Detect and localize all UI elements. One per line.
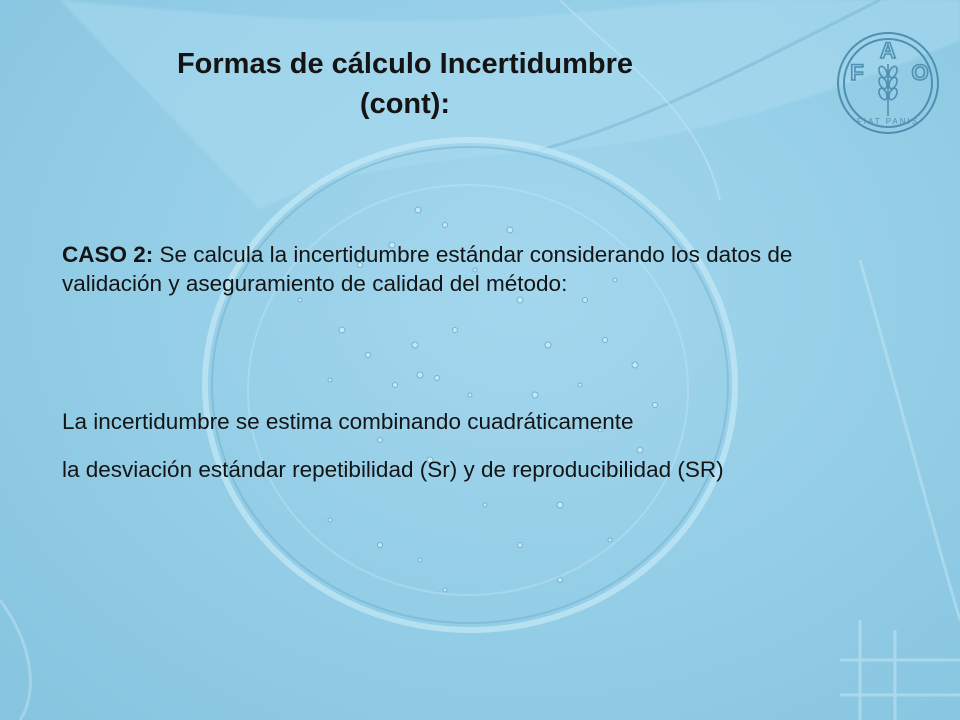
fao-logo-icon <box>828 28 948 138</box>
title-line-2: (cont): <box>359 88 451 120</box>
logo-motto: FIAT PANIS <box>856 117 920 126</box>
paragraph-3: la desviación estándar repetibilidad (Sr) y de reproducibilidad (SR) <box>62 457 724 482</box>
logo-letter-a: A <box>880 38 896 63</box>
logo-letter-f: F <box>850 60 864 85</box>
case-label: CASO 2: <box>62 242 154 267</box>
logo-letter-o: O <box>911 60 929 85</box>
case-paragraph <box>62 240 872 298</box>
slide-title <box>150 44 660 124</box>
paragraph-2: La incertidumbre se estima combinando cuadráticamente <box>62 409 634 434</box>
title-line-1: Formas de cálculo Incertidumbre <box>176 48 634 80</box>
case-text: Se calcula la incertidumbre estándar considerando los datos de validación y aseguramiento de calidad del método: <box>62 242 793 296</box>
